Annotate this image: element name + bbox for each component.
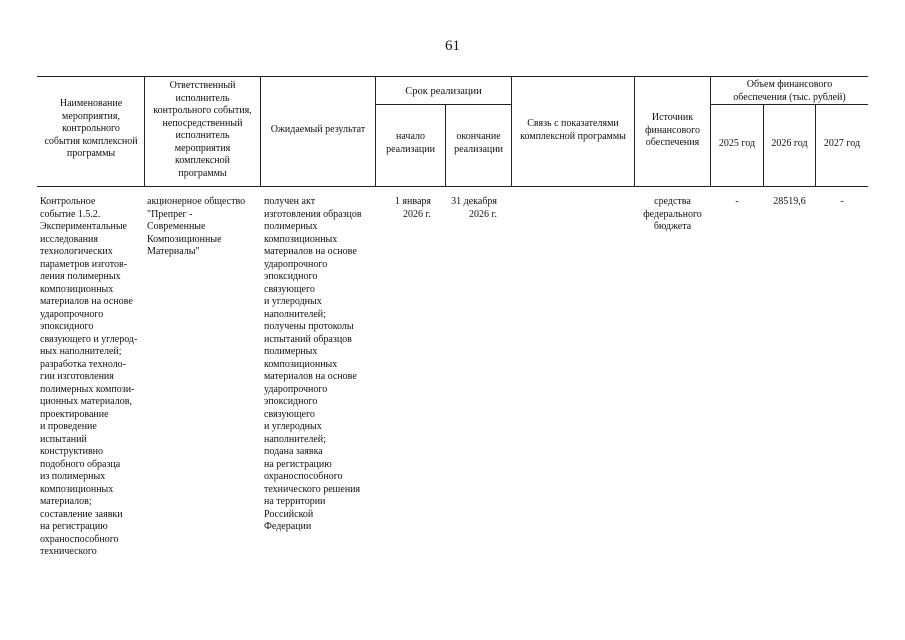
header-2025: 2025 год bbox=[718, 138, 756, 149]
row-start: 1 января 2026 г. bbox=[394, 196, 431, 220]
header-period-end: окончание реализации bbox=[454, 131, 503, 155]
header-period-start: начало реализации bbox=[386, 131, 435, 155]
row-responsible: акционерное общество "Препрег - Современные Композиционные Материалы" bbox=[147, 196, 246, 257]
header-source: Источник финансового обеспечения bbox=[645, 112, 700, 148]
header-funding: Объем финансового обеспечения (тыс. рублей) bbox=[733, 79, 846, 103]
row-2027: - bbox=[840, 196, 844, 207]
header-period: Срок реализации bbox=[405, 86, 482, 97]
row-source: средства федерального бюджета bbox=[643, 196, 702, 232]
row-name: Контрольное событие 1.5.2. Экспериментальные исследования технологических параметров изготов- ления полимерных композиционных материалов на основе ударопрочного эпоксидного связующего и углерод- ных наполнителей; разработка техноло- гии изготовления полимерных компози- ционных материалов, проектирование и проведение испытаний конструктивно подобного образца из полимерных композиционных материалов; составление заявки на регистрацию охраноспособного технического bbox=[40, 196, 138, 557]
header-link: Связь с показателями комплексной программы bbox=[520, 118, 626, 142]
page-number: 61 bbox=[445, 38, 460, 54]
header-2026: 2026 год bbox=[771, 138, 808, 149]
row-2025: - bbox=[735, 196, 739, 207]
row-end: 31 декабря 2026 г. bbox=[451, 196, 497, 220]
row-result: получен акт изготовления образцов полимерных композиционных материалов на основе ударопрочного эпоксидного связующего и углеродных наполнителей; получены протоколы испытаний образцов полимерных композиционных материалов на основе ударопрочного эпоксидного связующего и углеродных наполнителей; подана заявка на регистрацию охраноспособного технического решения на территории Российской Федерации bbox=[264, 196, 362, 532]
row-2026: 28519,6 bbox=[773, 196, 806, 207]
header-result: Ожидаемый результат bbox=[270, 124, 366, 135]
header-responsible: Ответственный исполнитель контрольного события, непосредственный исполнитель мероприятия комплексной программы bbox=[153, 80, 252, 179]
header-name: Наименование мероприятия, контрольного события комплексной программы bbox=[44, 98, 138, 159]
header-2027: 2027 год bbox=[823, 138, 861, 149]
